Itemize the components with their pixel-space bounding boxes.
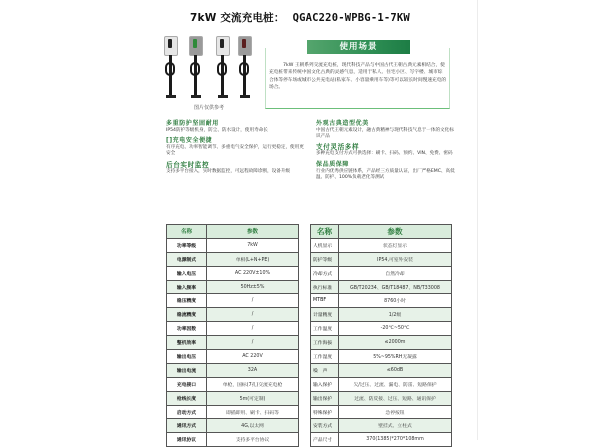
- spec-key: 冷却方式: [311, 266, 339, 280]
- table-header-row: [311, 225, 452, 239]
- table-row: [311, 322, 452, 336]
- spec-value: 50Hz±5%: [207, 280, 299, 294]
- spec-value: /: [207, 336, 299, 350]
- feature-quality: [316, 161, 456, 181]
- table-row: [311, 238, 452, 252]
- table-row: [167, 363, 299, 377]
- table-row: [311, 377, 452, 391]
- feature-desc: 行业内优秀供应链体系，产品经三方质量认证，出厂严格EMC、高低温、防护、100%负载老化等测试: [316, 168, 455, 180]
- usage-scene-text: 7kW 王朝系列交流充电桩，现代科技产品与中国古代王朝古典元素相结合，使充电桩带来传统中国文化古典的灵感气息，适用于私人、住宅小区、写字楼、城市综合体等停车场或城市公共充电站(私家车、小容量乘用车等)等可以较长时间慢速充电的场合。: [269, 63, 447, 91]
- charger-image-4: [238, 36, 252, 98]
- spec-key: 工作湿度: [311, 350, 339, 364]
- spec-key: 整机效率: [167, 336, 207, 350]
- table-row: [311, 405, 452, 419]
- spec-key: 功率等级: [167, 238, 207, 252]
- table-row: [167, 252, 299, 266]
- feature-desc: 有序充电、功率智能调节、多重电气安全保护，运行更稳定，使用更安全: [166, 145, 304, 157]
- spec-value: /: [207, 308, 299, 322]
- page-title: [150, 10, 450, 25]
- charger-image-3: [216, 36, 230, 98]
- spec-value: 壁挂式、立柱式: [339, 419, 452, 433]
- feature-title: 多重防护坚固耐用: [166, 120, 219, 127]
- spec-key: 输入频率: [167, 280, 207, 294]
- spec-value: GB/T20234、GB/T18487、NB/T33008: [339, 280, 452, 294]
- table-row: [167, 294, 299, 308]
- spec-value: 支持多平台协议: [207, 433, 299, 447]
- spec-value: AC 220V: [207, 350, 299, 364]
- spec-value: /: [207, 322, 299, 336]
- feature-title: 支付灵活多样: [316, 143, 360, 152]
- table-row: [167, 280, 299, 294]
- spec-key: 输出电压: [167, 350, 207, 364]
- usage-scene-header: 使用场景: [307, 40, 410, 54]
- features-left: [166, 120, 306, 178]
- spec-key: 工作海拔: [311, 336, 339, 350]
- spec-value: 4G,以太网: [207, 419, 299, 433]
- spec-value: 自然冷却: [339, 266, 452, 280]
- spec-key: 噪 声: [311, 363, 339, 377]
- spec-value: 急停按钮: [339, 405, 452, 419]
- features-right: [316, 120, 456, 184]
- table-row: [311, 391, 452, 405]
- charger-image-1: [164, 36, 178, 98]
- spec-value: 过流、防反接、过压、短路、通讯保护: [339, 391, 452, 405]
- spec-key: 充电接口: [167, 377, 207, 391]
- spec-key: 特殊保护: [311, 405, 339, 419]
- spec-key: 安装方式: [311, 419, 339, 433]
- table-row: [311, 308, 452, 322]
- table-row: [167, 377, 299, 391]
- spec-key: 输出保护: [311, 391, 339, 405]
- feature-desc: 中国古代王朝元素设计，融古典精神与现代科技气息于一体的文化标识产品: [316, 128, 454, 140]
- table-row: [311, 363, 452, 377]
- table-row: [311, 252, 452, 266]
- spec-key: 输出电流: [167, 363, 207, 377]
- model-number: QGAC220-WPBG-1-7KW: [292, 12, 410, 24]
- feature-payment: [316, 143, 456, 157]
- table-row: [311, 336, 452, 350]
- spec-key: 输入保护: [311, 377, 339, 391]
- table-row: [167, 419, 299, 433]
- spec-key: 输入电压: [167, 266, 207, 280]
- feature-safety: [166, 137, 306, 157]
- table-header-row: [167, 225, 299, 239]
- spec-value: 5m(可定制): [207, 391, 299, 405]
- spec-key: 人机显示: [311, 238, 339, 252]
- feature-title: 后台实时监控: [166, 160, 210, 169]
- table-row: [167, 238, 299, 252]
- column-header-name: 名称: [311, 225, 339, 239]
- spec-key: 电源制式: [167, 252, 207, 266]
- spec-value: 单相(L+N+PE): [207, 252, 299, 266]
- feature-desc: IP54防护等级机身，防尘、防水设计，使用寿命长: [166, 128, 268, 133]
- spec-key: 稳流精度: [167, 308, 207, 322]
- spec-value: 单枪，国标(7孔)交流充电枪: [207, 377, 299, 391]
- table-row: [167, 308, 299, 322]
- spec-value: 欠/过压、过流、漏电、防雷、短路保护: [339, 377, 452, 391]
- spec-key: 功率因数: [167, 322, 207, 336]
- spec-table-right: [310, 224, 452, 447]
- feature-title: 保品质保障: [316, 160, 350, 168]
- spec-value: 状态灯显示: [339, 238, 452, 252]
- feature-title: []充电安全便捷: [166, 137, 213, 145]
- spec-value: ≤60dB: [339, 363, 452, 377]
- table-row: [311, 280, 452, 294]
- table-row: [167, 391, 299, 405]
- charger-image-2: [189, 36, 203, 98]
- spec-key: 工作温度: [311, 322, 339, 336]
- product-images: [164, 36, 254, 98]
- feature-durability: [166, 120, 306, 134]
- spec-value: 5%~95%RH无凝露: [339, 350, 452, 364]
- spec-value: 8760小时: [339, 294, 452, 308]
- spec-value: -20℃~50℃: [339, 322, 452, 336]
- table-row: [311, 350, 452, 364]
- feature-title: 外观古典造型优美: [316, 120, 369, 127]
- spec-key: 通讯方式: [167, 419, 207, 433]
- table-row: [167, 322, 299, 336]
- spec-key: 通讯协议: [167, 433, 207, 447]
- table-row: [167, 350, 299, 364]
- feature-monitoring: [166, 161, 306, 175]
- spec-value: IP54,可室外安装: [339, 252, 452, 266]
- table-row: [167, 405, 299, 419]
- spec-table-left: [166, 224, 299, 447]
- table-row: [311, 419, 452, 433]
- spec-key: 稳压精度: [167, 294, 207, 308]
- spec-key: 计量精度: [311, 308, 339, 322]
- spec-value: /: [207, 294, 299, 308]
- feature-desc: 支持多平台接入，实时数据监控，可远程故障诊断，设备升级: [166, 168, 291, 174]
- page-edge-divider: [477, 0, 478, 440]
- spec-value: 32A: [207, 363, 299, 377]
- spec-key: 启动方式: [167, 405, 207, 419]
- column-header-name: 名称: [167, 225, 207, 239]
- table-row: [311, 294, 452, 308]
- spec-value: ≤2000m: [339, 336, 452, 350]
- feature-appearance: [316, 120, 456, 140]
- spec-key: 枪线长度: [167, 391, 207, 405]
- column-header-param: 参数: [207, 225, 299, 239]
- spec-value: 7kW: [207, 238, 299, 252]
- table-row: [311, 266, 452, 280]
- products-caption: 图片仅供参考: [193, 105, 224, 111]
- product-name: 7kW 交流充电桩：: [190, 12, 285, 24]
- feature-desc: 多种充电支付方式可供选择：刷卡、扫码、预约、VIN、免费、密码: [316, 151, 453, 157]
- spec-value: 即插即用、刷卡、扫码等: [207, 405, 299, 419]
- spec-key: 执行标准: [311, 280, 339, 294]
- table-row: [167, 336, 299, 350]
- table-row: [167, 266, 299, 280]
- column-header-param: 参数: [339, 225, 452, 239]
- spec-value: 1/2级: [339, 308, 452, 322]
- spec-key: 产品尺寸: [311, 433, 339, 447]
- spec-value: 370(1385)*270*108mm: [339, 433, 452, 447]
- spec-key: MTBF: [311, 294, 339, 308]
- spec-value: AC 220V±10%: [207, 266, 299, 280]
- spec-key: 防护等级: [311, 252, 339, 266]
